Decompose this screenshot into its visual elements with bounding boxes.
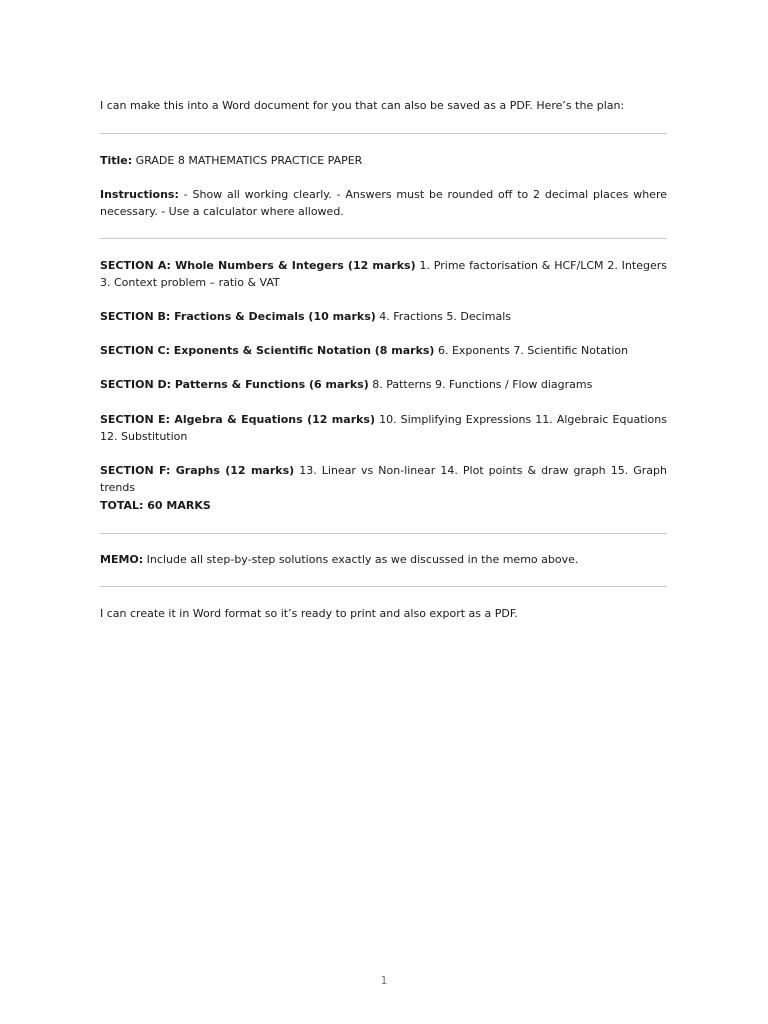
section-d-items: 8. Patterns 9. Functions / Flow diagrams — [368, 378, 593, 391]
section-b-paragraph — [100, 308, 667, 325]
memo-value: Include all step-by-step solutions exactly as we discussed in the memo above. — [143, 553, 579, 566]
section-a-heading: SECTION A: Whole Numbers & Integers (12 marks) — [100, 259, 416, 272]
section-d-heading: SECTION D: Patterns & Functions (6 marks) — [100, 378, 369, 391]
section-c-heading: SECTION C: Exponents & Scientific Notation (8 marks) — [100, 344, 435, 357]
section-f-paragraph — [100, 462, 667, 496]
closing-paragraph: I can create it in Word format so it’s ready to print and also export as a PDF. — [100, 607, 518, 620]
memo-label: MEMO: — [100, 553, 144, 566]
page-number: 1 — [380, 974, 388, 987]
instructions-value: - Show all working clearly. - Answers must be rounded off to 2 decimal places where necessary. - Use a calculator where allowed. — [100, 188, 667, 218]
title-paragraph — [100, 152, 667, 169]
document-page — [100, 0, 667, 1024]
divider — [100, 238, 667, 239]
section-d-paragraph — [100, 376, 667, 393]
section-a-items: 1. Prime factorisation & HCF/LCM 2. Integers 3. Context problem – ratio & VAT — [100, 259, 667, 289]
intro-paragraph: I can make this into a Word document for you that can also be saved as a PDF. Here’s the plan: — [100, 99, 625, 112]
divider — [100, 533, 667, 534]
section-a-paragraph — [100, 257, 667, 291]
memo-paragraph — [100, 551, 667, 568]
title-label: Title: — [100, 154, 133, 167]
section-f-heading: SECTION F: Graphs (12 marks) — [100, 464, 295, 477]
instructions-paragraph — [100, 186, 667, 220]
total-paragraph — [100, 497, 667, 514]
divider — [100, 586, 667, 587]
section-f-items: 13. Linear vs Non-linear 14. Plot points & draw graph 15. Graph trends — [100, 464, 667, 494]
section-e-paragraph — [100, 411, 667, 445]
instructions-label: Instructions: — [100, 188, 179, 201]
section-b-items: 4. Fractions 5. Decimals — [375, 310, 511, 323]
section-c-items: 6. Exponents 7. Scientific Notation — [434, 344, 629, 357]
divider — [100, 133, 667, 134]
section-c-paragraph — [100, 342, 667, 359]
total-marks: TOTAL: 60 MARKS — [100, 499, 211, 512]
section-b-heading: SECTION B: Fractions & Decimals (10 marks) — [100, 310, 376, 323]
title-value: GRADE 8 MATHEMATICS PRACTICE PAPER — [132, 154, 363, 167]
section-e-heading: SECTION E: Algebra & Equations (12 marks) — [100, 413, 376, 426]
section-e-items: 10. Simplifying Expressions 11. Algebraic Equations 12. Substitution — [100, 413, 667, 443]
